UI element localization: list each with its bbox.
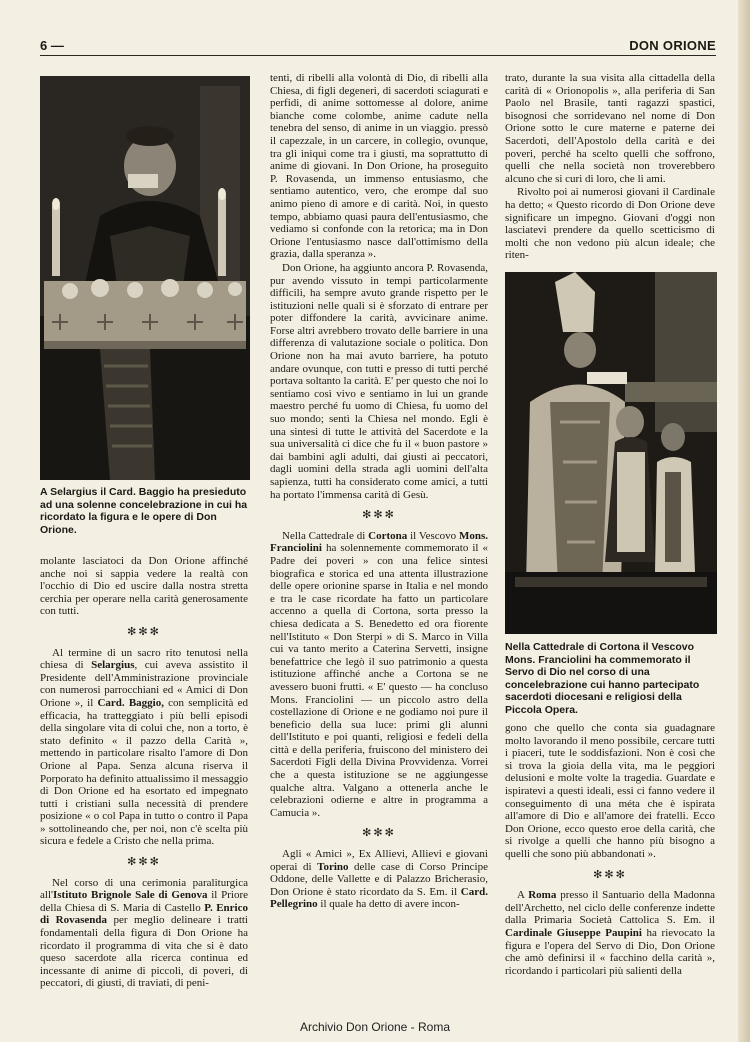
col1-paragraph-2 <box>40 647 248 849</box>
section-separator: ✻✻✻ <box>127 625 161 638</box>
column-3-top <box>505 72 715 262</box>
column-3-bottom <box>505 722 715 977</box>
bold-name: P. Enrico di Rovasenda <box>40 901 248 927</box>
text-run: ha rievocato la figura e l'opera del Servo di Dio, Don Orione che amò definirsi il « facchino della carità », ricordando i particolari più salienti della <box>505 926 715 977</box>
text-run: , cui aveva assistito il Presidente dell'Amministrazione provinciale con numerosi parrocchiani ed « Amici di Don Orione », il <box>40 659 248 709</box>
col1-paragraph-3 <box>40 877 248 990</box>
header-rule <box>40 55 716 56</box>
col3-paragraph-3: gono che quello che conta sia guadagnare molto lavorando il meno possibile, cercare tutti i piaceri, tute le soddisfazioni. Non è così che si trova la gioia della vita, ma le peggiori delusioni e molte volte la tragedia. Guardate e ispiratevi a questi ideali, essi ci fanno vedere il conseguimento di una méta che è ispirata all'amore di Dio e all'amore dei fratelli. Ecco Don Orione, ecco questo eroe della carità, che si rivolge a quelli che hanno più bisogno a quelli che sono più abbandonati ». <box>505 722 715 860</box>
text-run: per meglio delineare i tratti fondamentali della figura di Don Orione ha ricordato il programma di vita che si è dato queso sacerdote alla ricerca continua ed incessante di anime di piccoli, di poveri, di peccatori, di giusti, di traviati, di peni- <box>40 914 248 990</box>
section-separator: ✻✻✻ <box>362 827 396 840</box>
bold-place: Cortona <box>368 529 408 542</box>
caption-photo-selargius: A Selargius il Card. Baggio ha presieduto ad una solenne concelebrazione in cui ha ricordato la figura e le opere di Don Orione. <box>40 486 248 536</box>
col3-paragraph-1: trato, durante la sua visita alla cittadella della carità di « Orionopolis », alla periferia di San Paolo nel Brasile, tanti ragazzi spastici, bisognosi che sorridevano nel nome di Don Orione sotto le cure materne e paterne dei Sacerdoti, dell'Apostolo della carità e dei poveri, perché ha scelto quelli che soffrono, quelli che nella società non troverebbero alcuno che si curi di loro, che li ami. <box>505 72 715 185</box>
text-run: presso il Santuario della Madonna dell'Archetto, nel ciclo delle conferenze indette dalla Primaria Società Cattolica S. Em. il <box>505 889 715 927</box>
col3-paragraph-2: Rivolto poi ai numerosi giovani il Cardinale ha detto; « Questo ricordo di Don Orione deve significare un impegno. Giovani d'oggi non lasciatevi prendere da quello scetticismo di molti che non vedono più alcun ideale; che riten- <box>505 186 715 262</box>
text-run: A <box>517 889 529 902</box>
col2-paragraph-1: tenti, di ribelli alla volontà di Dio, di ribelli alla Chiesa, di figli degeneri, di sacerdoti sciagurati e perfidi, di anime sottomesse al dolore, anime bianche come colombe, anime cadute nella tenebra del senso, di anime in un viaggio. pressò il capezzale, in un carcere, in collegio, ovunque, tra gli iniqui come tra i giusti, ma soprattutto di anime di giovani. In Don Orione, ha proseguito P. Rovasenda, un immenso entusiasmo, che sentiamo autentico, vero, che erompe dal suo animo pieno di amore e di carità. Noi, in questo tempo, abbiamo quasi paura dell'entusiasmo, che vediamo si confonde con la retorica; ma in Don Orione l'entusiasmo nasce dall'ottimismo della grazia, dalla speranza ». <box>270 72 488 261</box>
text-run: Nella Cattedrale di <box>282 529 369 542</box>
text-run: il quale ha detto di avere incon- <box>317 898 460 911</box>
col2-paragraph-4 <box>270 848 488 911</box>
text-run: il Priore della Chiesa di S. Maria di Castello <box>40 889 249 914</box>
text-run: Nel corso di una cerimonia paraliturgica all' <box>40 876 248 902</box>
bold-name: Mons. Franciolini <box>270 529 488 555</box>
text-run: il Vescovo <box>407 529 459 542</box>
bold-name: Card. Baggio, <box>97 696 164 709</box>
bold-place: Selargius <box>91 659 135 672</box>
text-run: Al termine di un sacro rito tenutosi nella chiesa di <box>40 646 248 672</box>
photo-cortona-cathedral <box>505 272 717 634</box>
caption-photo-cortona: Nella Cattedrale di Cortona il Vescovo Mons. Franciolini ha commemorato il Servo di Dio nel corso di una concelebrazione cui hanno partecipato sacerdoti diocesani e religiosi della Piccola Opera. <box>505 641 700 716</box>
text-run: Agli « Amici », Ex Allievi, Allievi e giovani operai di <box>270 848 488 873</box>
page-number: 6 — <box>40 38 64 53</box>
text-run: con semplicità ed efficacia, ha tratteggiato i più belli episodi della singolare vita di colui che, non a torto, è stato definito « il pazzo della Carità », mettendo in particolare risalto l'amore di Don Orione al Papa. Senza alcuna riserva il Porporato ha definito attualissimo il messaggio di Don Orione ed ha esortato ed impegnato tutti i cristiani sulla necessità di prendere posizione « o col Papa in tutto o contro il Papa » sottolineando che, per noi, non c'è scelta più sicura e fedele a Cristo che nella prima. <box>40 696 248 848</box>
page-edge-shadow <box>738 0 750 1042</box>
text-run: delle case di Corso Principe Oddone, delle Vallette e di Palazzo Bricherasio, Don Orione è stato ricordato da S. Em. il <box>270 860 488 898</box>
column-2 <box>270 72 488 911</box>
photo-cortona-image <box>505 272 717 634</box>
bold-place: Roma <box>528 889 557 902</box>
section-separator: ✻✻✻ <box>127 856 161 869</box>
bold-place: Istituto Brignole Sale di Genova <box>52 889 208 902</box>
col2-paragraph-3 <box>270 530 488 820</box>
section-separator: ✻✻✻ <box>362 509 396 522</box>
col1-paragraph-1: molante lasciatoci da Don Orione affinché anche noi si sappia vedere la realtà con l'occhio di Dio ed uscire dalla nostra stretta cerchia per operare nella carità generosamente con tutti. <box>40 555 248 618</box>
publication-title: DON ORIONE <box>629 38 716 53</box>
section-separator: ✻✻✻ <box>593 868 627 881</box>
bold-name: Cardinale Giuseppe Paupini <box>505 926 642 939</box>
col2-paragraph-2: Don Orione, ha aggiunto ancora P. Rovasenda, pur avendo vissuto in tempi particolarmente difficili, ha sempre avuto grande rispetto per le istituzioni nelle quali si è sforzato di entrare per poter diffondere la carità, avvicinare anime. Forse altri avrebbero trovato delle barriere in una differenza di valutazione sociale o politica. Don Orione non ha mai avuto barriere, ha potuto andare ovunque, con tutti e presso di tutti perché portava soltanto la carità. E' per questo che noi lo sentiamo così vivo e sentiamo in lui un grande maestro perché fu uomo di Chiesa, fu uomo del suo mondo; sentì la Chiesa nel mondo. Egli è una sintesi di tutte le attività del Sacerdote e la sua universalità ci dice che fu il « buon pastore » dai bambini agli adulti, dai giusti ai peccatori, dagli uomini della strada agli uomini dell'alta sapienza, tutti ha considerato come amici, a tutti ha portato l'immensa carità di Gesù. <box>270 261 488 501</box>
photo-selargius-image <box>40 76 250 480</box>
archive-footer: Archivio Don Orione - Roma <box>299 1020 451 1034</box>
bold-name: Card. Pellegrino <box>270 885 488 911</box>
bold-place: Torino <box>317 860 349 873</box>
text-run: ha solennemente commemorato il « Padre dei poveri » con una felice sintesi biografica e storica ed una attenta illustrazione delle opere orionine sparse in Italia e nel mondo e tra le case ricordate ha fatto un particolare accenno a quella di Cortona, sorta presso la chiesa dedicata a S. Benedetto ed ora fiorente nell'Istituto « Don Sterpi » di S. Marco in Villa cui va tanto merito a Caterina Servetti, insigne benefattrice che legò il suo patrimonio a questa istituzione affinché anche a Cortona se ne avessero buoni frutti. « E' questo — ha concluso Mons. Franciolini — un piccolo astro della costellazione di Orione e ne godiamo noi pure il beneficio della sua luce: primi gli alunni dell'Istituto e poi quanti, religiosi e fedeli della città e della periferia, fruiscono del ministero dei Sacerdoti Figli della Divina Provvidenza. Vorrei che a questa istituzione se ne aggiungesse qualche altra. Valgano a ottenerla anche le celebrazioni odierne e altre in programma a Camucia ». <box>270 542 488 819</box>
photo-selargius-concelebration <box>40 76 250 480</box>
col3-paragraph-4 <box>505 889 715 977</box>
column-1 <box>40 555 248 990</box>
